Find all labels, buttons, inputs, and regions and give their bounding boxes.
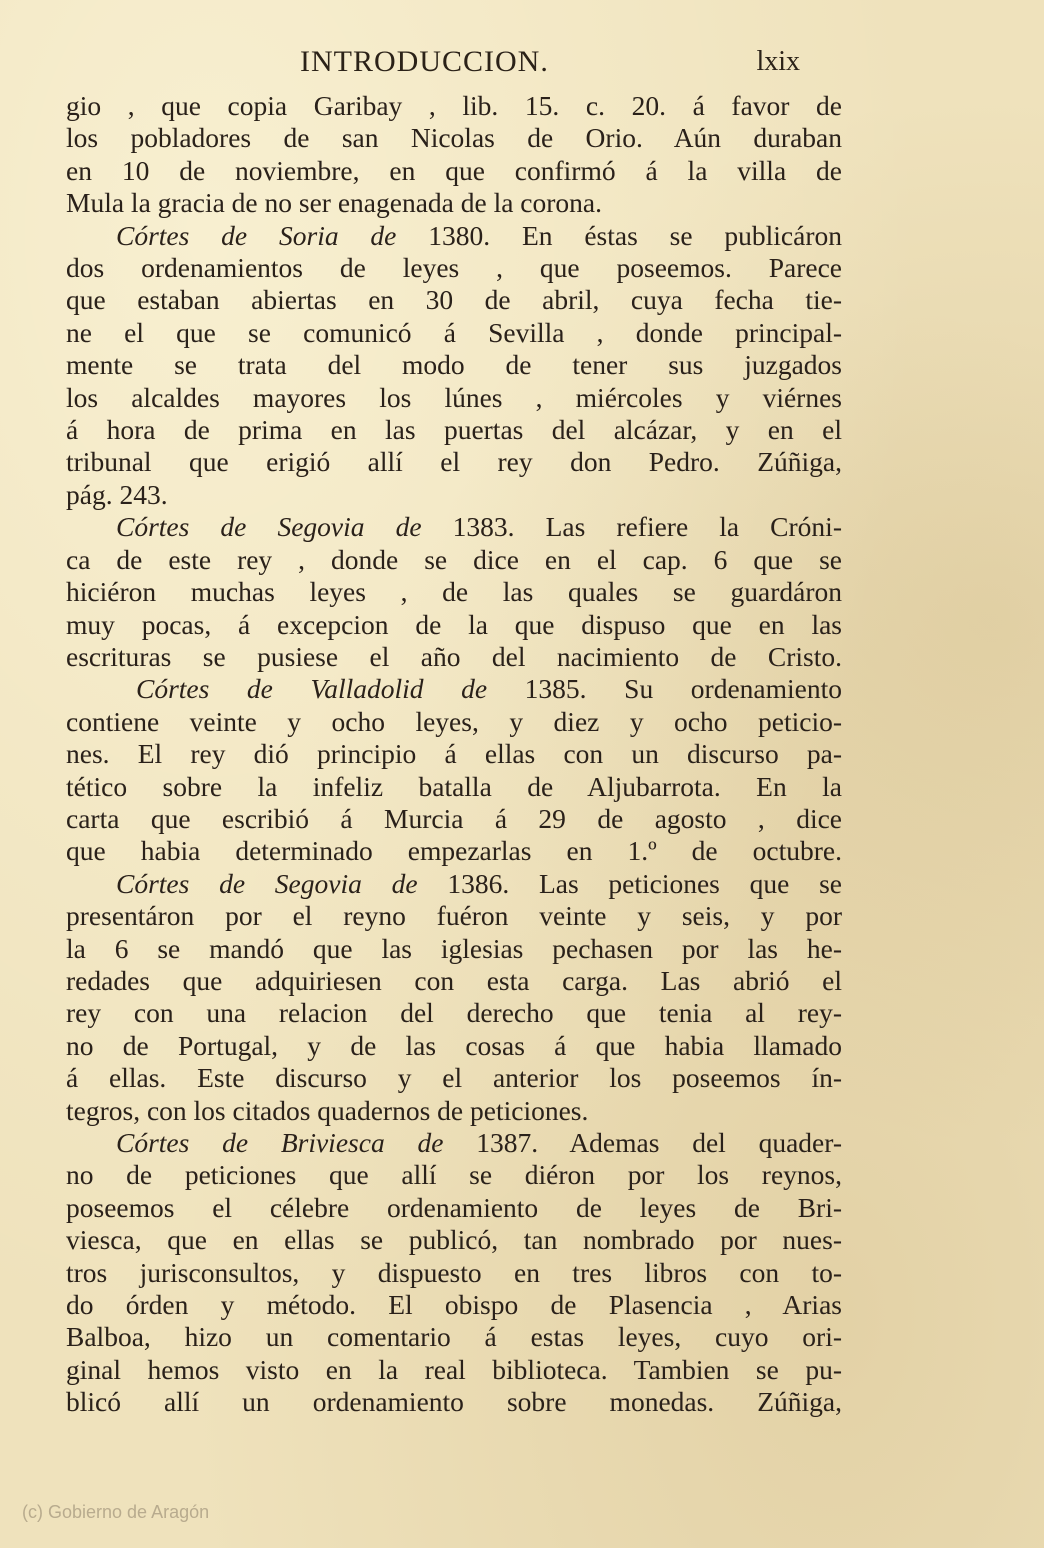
text-line: Mula la gracia de no ser enagenada de la corona.	[66, 187, 602, 219]
text-line: muy pocas, á excepcion de la que dispuso que en las	[66, 608, 842, 640]
running-title: INTRODUCCION.	[300, 45, 549, 78]
running-head	[300, 40, 800, 84]
text-line: hiciéron muchas leyes , de las quales se guardáron	[66, 576, 842, 608]
section-heading-briviesca: Córtes de Briviesca de 1387. Ademas del quader-	[116, 1127, 842, 1158]
text-line: poseemos el célebre ordenamiento de leyes de Bri-	[66, 1191, 842, 1223]
text-line: á ellas. Este discurso y el anterior los poseemos ín-	[66, 1062, 842, 1094]
section-heading-segovia-1383: Córtes de Segovia de 1383. Las refiere la Cróni-	[116, 511, 842, 543]
text-line: escrituras se pusiese el año del nacimiento de Cristo.	[66, 640, 842, 672]
text-line: tético sobre la infeliz batalla de Aljubarrota. En la	[66, 770, 842, 802]
text-line: ca de este rey , donde se dice en el cap. 6 que se	[66, 543, 842, 575]
text-line: ne el que se comunicó á Sevilla , donde principal-	[66, 316, 842, 348]
text-line: nes. El rey dió principio á ellas con un discurso pa-	[66, 738, 842, 770]
text-line: á hora de prima en las puertas del alcázar, y en el	[66, 414, 842, 446]
text-line: pág. 243.	[66, 478, 168, 510]
section-heading-segovia-1386: Córtes de Segovia de 1386. Las peticiones que se	[116, 867, 842, 899]
body-text	[66, 90, 842, 1419]
text-line: ginal hemos visto en la real biblioteca. Tambien se pu-	[66, 1353, 842, 1385]
text-line: dos ordenamientos de leyes , que poseemos. Parece	[66, 252, 842, 284]
text-line: presentáron por el reyno fuéron veinte y seis, y por	[66, 900, 842, 932]
text-line: no de peticiones que allí se diéron por los reynos,	[66, 1159, 842, 1191]
text-line: tegros, con los citados quadernos de peticiones.	[66, 1094, 589, 1126]
copyright-watermark: (c) Gobierno de Aragón	[22, 1502, 210, 1522]
text-line: viesca, que en ellas se publicó, tan nombrado por nues-	[66, 1224, 842, 1256]
text-line: mente se trata del modo de tener sus juzgados	[66, 349, 842, 381]
section-heading-valladolid: Córtes de Valladolid de 1385. Su ordenamiento	[136, 673, 842, 705]
text-line: los alcaldes mayores los lúnes , miércoles y viérnes	[66, 381, 842, 413]
text-line: gio , que copia Garibay , lib. 15. c. 20. á favor de	[66, 90, 842, 121]
text-line: los pobladores de san Nicolas de Orio. Aún duraban	[66, 122, 842, 154]
text-line: la 6 se mandó que las iglesias pechasen por las he-	[66, 932, 842, 964]
section-heading-soria: Córtes de Soria de 1380. En éstas se publicáron	[116, 219, 842, 251]
text-line: rey con una relacion del derecho que tenia al rey-	[66, 997, 842, 1029]
page-number: lxix	[756, 46, 800, 77]
text-line: en 10 de noviembre, en que confirmó á la villa de	[66, 154, 842, 186]
text-line: tribunal que erigió allí el rey don Pedro. Zúñiga,	[66, 446, 842, 478]
text-line: blicó allí un ordenamiento sobre monedas. Zúñiga,	[66, 1386, 842, 1418]
text-line: contiene veinte y ocho leyes, y diez y ocho peticio-	[66, 705, 842, 737]
text-line: que estaban abiertas en 30 de abril, cuya fecha tie-	[66, 284, 842, 316]
text-line: no de Portugal, y de las cosas á que habia llamado	[66, 1029, 842, 1061]
text-line: Balboa, hizo un comentario á estas leyes, cuyo ori-	[66, 1321, 842, 1353]
text-line: carta que escribió á Murcia á 29 de agosto , dice	[66, 802, 842, 834]
text-line: tros jurisconsultos, y dispuesto en tres libros con to-	[66, 1256, 842, 1288]
text-line: que habia determinado empezarlas en 1.º de octubre.	[66, 835, 842, 867]
text-line: redades que adquiriesen con esta carga. Las abrió el	[66, 964, 842, 996]
text-line: do órden y método. El obispo de Plasencia , Arias	[66, 1289, 842, 1321]
